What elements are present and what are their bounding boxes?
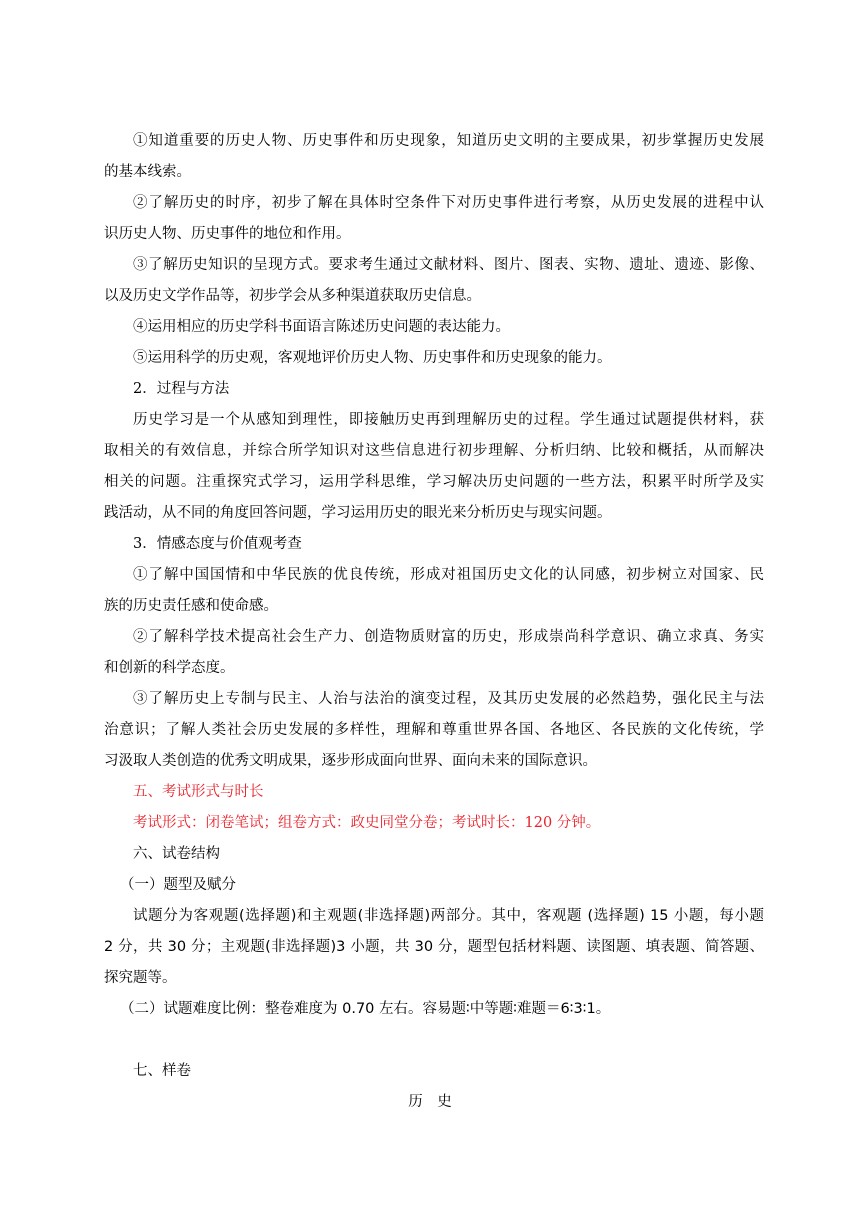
text-line: ①知道重要的历史人物、历史事件和历史现象，知道历史文明的主要成果，初步掌握历史发展 (133, 133, 764, 149)
text-line: ③了解历史知识的呈现方式。要求考生通过文献材料、图片、图表、实物、遗址、遗迹、影像、 (133, 257, 764, 273)
text-line: ⑤运用科学的历史观，客观地评价历史人物、历史事件和历史现象的能力。 (133, 350, 612, 366)
text-line: 历史学习是一个从感知到理性，即接触历史再到理解历史的过程。学生通过试题提供材料，获 (133, 412, 764, 428)
section-heading: 3．情感态度与价值观考查 (133, 536, 302, 552)
text-line: 的基本线索。 (104, 164, 191, 180)
text-line: ②了解历史的时序，初步了解在具体时空条件下对历史事件进行考察，从历史发展的进程中认 (133, 195, 764, 211)
text-line: ②了解科学技术提高社会生产力、创造物质财富的历史，形成崇尚科学意识、确立求真、务实 (133, 629, 764, 645)
text-line: 试题分为客观题(选择题)和主观题(非选择题)两部分。其中，客观题 (选择题) 15 小题，每小题 (133, 908, 764, 924)
text-line: 和创新的科学态度。 (104, 660, 235, 676)
section-heading: 五、考试形式与时长 (133, 784, 264, 800)
sample-title: 历 史 (408, 1094, 452, 1110)
text-line: 族的历史责任感和使命感。 (104, 598, 278, 614)
text-line: 2 分，共 30 分；主观题(非选择题)3 小题，共 30 分，题型包括材料题、读图题、填表题、简答题、 (104, 939, 764, 955)
text-line: 习汲取人类创造的优秀文明成果，逐步形成面向世界、面向未来的国际意识。 (104, 753, 597, 769)
text-line: 探究题等。 (104, 970, 177, 986)
section-heading: 七、样卷 (133, 1063, 191, 1079)
text-line: 取相关的有效信息，并综合所学知识对这些信息进行初步理解、分析归纳、比较和概括，从而解决 (104, 443, 764, 459)
text-line: 识历史人物、历史事件的地位和作用。 (104, 226, 351, 242)
text-line: 相关的问题。注重探究式学习，运用学科思维，学习解决历史问题的一些方法，积累平时所学及实 (104, 474, 764, 490)
text-line: 考试形式：闭卷笔试；组卷方式：政史同堂分卷；考试时长：120 分钟。 (133, 815, 601, 831)
text-line: ③了解历史上专制与民主、人治与法治的演变过程，及其历史发展的必然趋势，强化民主与法 (133, 691, 764, 707)
text-line: 治意识；了解人类社会历史发展的多样性，理解和尊重世界各国、各地区、各民族的文化传统，学 (104, 722, 764, 738)
subsection-heading: （二）试题难度比例：整卷难度为 0.70 左右。容易题∶中等题∶难题＝6∶3∶1。 (120, 1001, 611, 1017)
section-heading: 2．过程与方法 (133, 381, 230, 397)
text-line: ①了解中国国情和中华民族的优良传统，形成对祖国历史文化的认同感，初步树立对国家、民 (133, 567, 764, 583)
section-heading: 六、试卷结构 (133, 846, 220, 862)
text-line: ④运用相应的历史学科书面语言陈述历史问题的表达能力。 (133, 319, 510, 335)
subsection-heading: （一）题型及赋分 (120, 877, 236, 893)
text-line: 践活动，从不同的角度回答问题，学习运用历史的眼光来分析历史与现实问题。 (104, 505, 612, 521)
text-line: 以及历史文学作品等，初步学会从多种渠道获取历史信息。 (104, 288, 481, 304)
